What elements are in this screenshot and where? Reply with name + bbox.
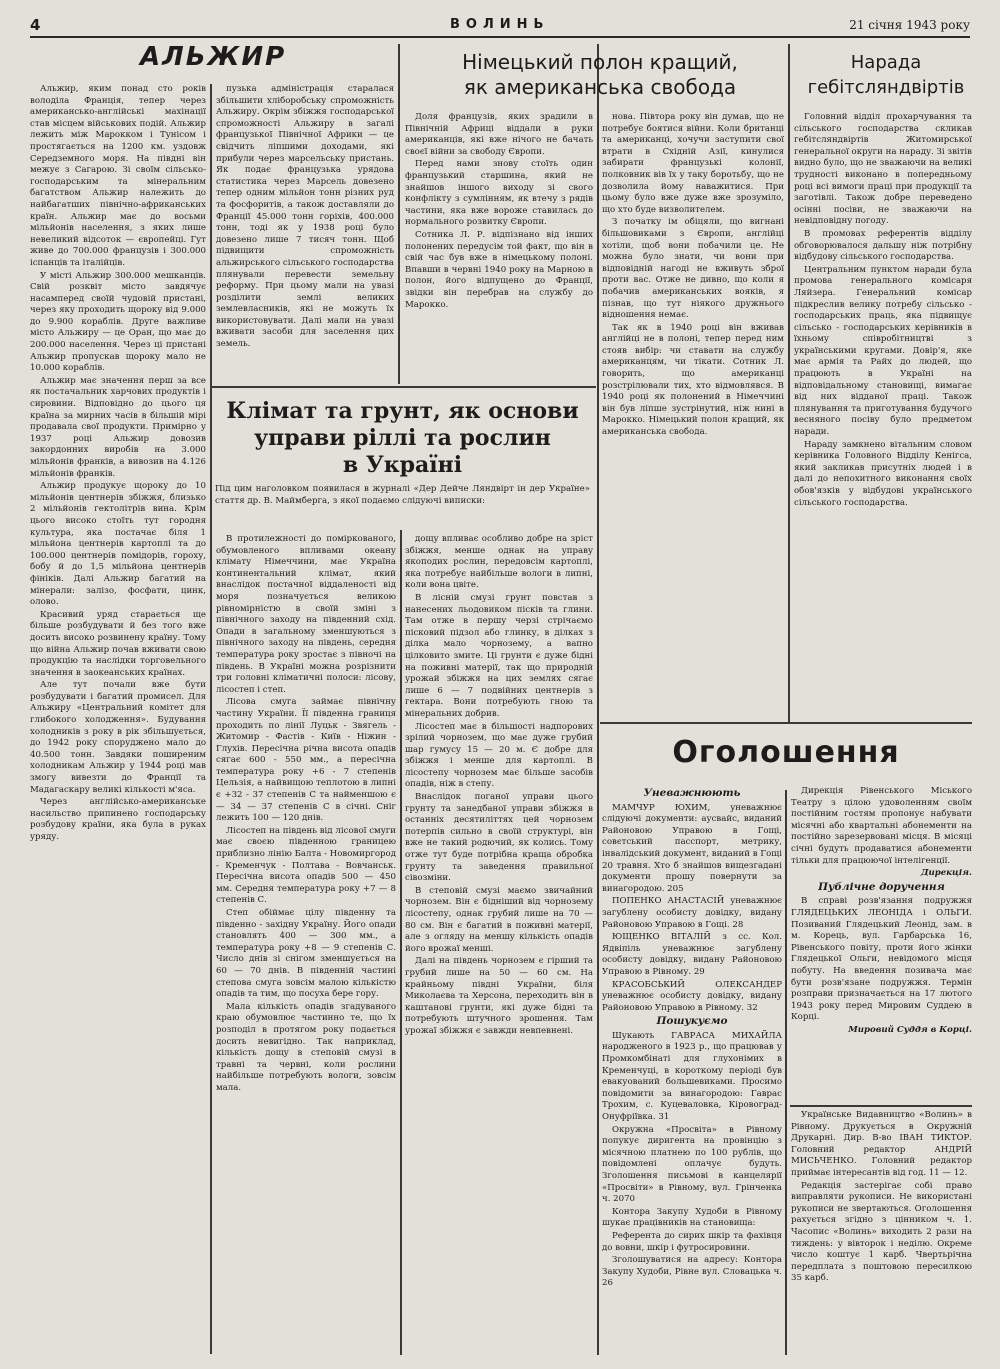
headline-line: в Україні xyxy=(342,452,463,478)
paragraph: В степовій смузі маємо звичайний чорнозем. Він є бідніший від чорнозему лісостепу, однак грубий лише на 70 — 80 см. Він є багатий в поживні матерії, але з огляду на меншу кількість опадів його врожаї менші. xyxy=(405,885,593,954)
publisher-imprint xyxy=(791,1110,972,1354)
paragraph: Внаслідок поганої управи цього грунту та занедбаної управи збіжжя в останніх десятиліттях цей чорнозем потерпів сильно в своїй структурі, він вже не такий родючий, як колись. Тому отже тут буде потрібна краща обробка грунту та заведення правильної сівозміни. xyxy=(405,792,593,884)
notice-item: Зголошуватися на адресу: Контора Закупу Худоби, Рівне вул. Словацька ч. 26 xyxy=(602,1255,782,1289)
paragraph: Редакція застерігає собі право виправляти рукописи. Не використані рукописи не звертаються. Оголошення рахується згідно з цінником ч. 1. Часопис «Волинь» виходить 2 рази на тиждень: у вівторок і неділю. Окреме число коштує 1 карб. Чвертьрічна передплата з поштовою пересилкою 35 карб. xyxy=(791,1180,972,1284)
column-rule xyxy=(210,84,212,1354)
column-rule xyxy=(597,530,599,1355)
court-signature: Мировий Суддя в Корці. xyxy=(848,1024,972,1035)
paragraph: Сотника Л. Р. відпізнано від інших полонених передусім той факт, що він в свій час був вже в німецькому полоні. Впавши в червні 1940 року на Марною в полон, його відпущено до Франції, звідки він перебрав на службу до Марокко. xyxy=(405,229,593,310)
paragraph: Але тут почали вже бути розбудувати і багатий промисел. Для Альжиру «Центральний комітет для глибокого холодження». Будування холодників з року в рік збільшується, до 1942 року споруджено мало до 40.500 тонн. Завдяки поширеним холодникам Альжир у 1944 році мав змогу вивезти до Франції та Мадагаскару великі кількості м'яса. xyxy=(30,680,206,795)
meeting-column xyxy=(794,112,972,718)
theatre-notice: Дирекція Рівенського Міського Театру з цілою удоволенням своїм постійним гостям пропонує набувати місячні або квартальні абонементи на постійно зарезервовані місця. В місяці січні будуть продаватися абонементи тільки для працюючої інтелігенції. xyxy=(791,786,972,866)
notice-item: МАМЧУР ЮХИМ, уневажнює слідуючі документи: аусвайс, виданий Районовою Управою в Гощі, совєтський пасспорт, метрику, інвалідський документ, виданий в Гощі 20 травня. Хто б знайшов вищезгадані документи прошу повернути за винагородою. 205 xyxy=(602,802,782,894)
notice-item: ЮЩЕНКО ВІТАЛІЙ з сс. Кол. Ядвіпіль уневажнює загублену особисту довідку, видану Районовою Управою в Рівному. 29 xyxy=(602,932,782,977)
headline-line: управи ріллі та рослин xyxy=(254,425,551,451)
paragraph: Так як в 1940 році він вживав англійці не в полоні, тепер перед ним стояв вибір: чи ставати на службу американцям, чи тікати. Сотник Л. говорить, що американці розстрілювали тих, хто відмовлявся. В 1940 році як полонений в Німеччині він був ліпше зустрінутий, ніж нині в Марокко. Німецький полон кращий, як американська свобода. xyxy=(602,322,784,438)
headline-line: Клімат та грунт, як основи xyxy=(226,398,579,424)
masthead xyxy=(30,14,970,38)
column-rule xyxy=(785,790,787,1355)
paragraph: В лісній смузі грунт повстав з нанесених льодовиком пісків та глини. Там отже в першу черзі стрічаємо пісковий підзол або глинку, в ділках з ділка мало чорнозему, а вапно цілковито змите. Ці грунти є дуже бідні на поживні матерії, так що природній урожай збіжжя на цих землях сягає лише 6 — 7 подвійних центнерів з гектара. Вони потребують гною та мінеральних добрив. xyxy=(405,592,593,719)
notice-item: Шукають ГАВРАСА МИХАЙЛА народженого в 1923 р., що працював у Промкомбінаті для глухонімих в Кременчуці, в короткому періоді був евакуований большевиками. Просимо повідомити за винагородою: Гаврас Трохим, с. Куцеваловка, Кіровоград-Онуфріївка. 31 xyxy=(602,1030,782,1123)
paragraph: Перед нами знову стоїть один французький старшина, який не знайшов іншого виходу зі свого конфлікту з сумлінням, як втечу з рядів частини, яка вже вороже ставилась до нормального розвитку Європи. xyxy=(405,159,593,228)
newspaper-name: ВОЛИНЬ xyxy=(450,17,550,32)
paragraph: Лісостеп має в більшості надпорових зрілий чорнозем, що має дуже грубий шар гумусу 15 — 20 м. Є добре для збіжжя і менше для картоплі. В лісостепу чорнозем має більше засобів опадів, ніж в степу. xyxy=(405,721,593,790)
notices-headline: Оголошення xyxy=(672,735,900,770)
climate-column-2 xyxy=(405,534,593,1354)
section-rule xyxy=(790,1105,972,1107)
captivity-column-1 xyxy=(405,112,593,382)
paragraph: Нараду замкнено вітальним словом керівника Головного Відділу Кенігса, який закликав присутніх людей і в далі до непохитного виконання своїх обов'язків у відбудові українського сільського господарства. xyxy=(794,439,972,508)
court-heading: Публічне доручення xyxy=(818,880,945,893)
page-number: 4 xyxy=(30,16,41,34)
paragraph: Доля французів, яких зрадили в Північній Африці віддали в руки американців, які вже нічого не бачать своєї війни за свободу Європи. xyxy=(405,112,593,157)
paragraph: нова. Півтора року він думав, що не потребує боятися війни. Коли британці та американці, хочучи заступити свої втрати в Східній Азії, кинулися забирати французькі колонії, полковник вів їх у таку боротьбу, що не дозволила йому наважитися. При цьому було вже дуже вже зрозуміло, що хто буде визволителем. xyxy=(602,112,784,215)
meeting-headline xyxy=(800,50,972,106)
notices-column-2 xyxy=(791,786,972,1102)
court-notice: В справі розв'язання подружжя ГЛЯДЕЦЬКИХ ЛЕОНІДА і ОЛЬГИ. Позиваний Глядецький Леонід, зам. в м. Корець, вул. Гарбарська 16, Рівенського повіту, проти його жінки Глядецької Ольги, невідомого місця побуту. На введення позивача має бути розв'язане подружжя. Термін розправи призначається на 17 лютого 1943 року перед Мировим Суддею в Корці. xyxy=(791,896,972,1023)
notice-item: КРАСОБСЬКИЙ ОЛЕКСАНДЕР уневажнює особисту довідку, видану Районовою Управою в Рівному. 32 xyxy=(602,979,782,1013)
captivity-column-2 xyxy=(602,112,784,718)
paragraph: В промовах референтів відділу обговорювалося дальшу ніж потрібну відбудову сільського господарства. xyxy=(794,228,972,263)
section-rule xyxy=(600,722,972,724)
search-heading: Пошукуємо xyxy=(656,1015,728,1028)
climate-intro: Під цим наголовком появилася в журналі «Дер Дейче Ляндвірт ін дер Україне» стаття др. В. Маймберга, з якої подаємо слідуючі виписки: xyxy=(215,484,590,506)
section-rule xyxy=(212,386,596,388)
paragraph: Головний відділ прохарчування та сільського господарства скликав гебітсляндвіртів Житомирської генеральної округи на нараду. Зі звітів видно було, що не зважаючи на великі трудності виконано в попередньому році всі вимоги праці при продукції та заготівлі. Також добре переведено осінні посіви, не зважаючи на невідповідну погоду. xyxy=(794,112,972,227)
paragraph: Альжир, яким понад сто років володіла Франція, тепер через американсько-англійські махінації став місцем військових подій. Альжир лежить між Марокком і Тунісом і простягається на 1200 км. уздовж Середземного моря. На півдні він межує з Сагарою. Зі своїм сільсько-господарським та мінеральним багатством Альжир належить до найбагатших північно-африканських країн. Альжир має до восьми мільйонів населення, з яких лише невеликий відсоток — європейці. Гут живе до 700.000 французів і 300.000 іспанців та італійців. xyxy=(30,84,206,268)
paragraph: Степ обіймає цілу південну та південно - західну Україну. Його опади становлять 400 — 300 мм., а температура року +8 — 9 степенів С. Число днів зі снігом зменшується на 60 — 70 днів. В південній частині степова смуга зовсім малою кількістю опадів та тим, що посуха бере гору. xyxy=(216,908,396,1000)
climate-column-1 xyxy=(216,534,396,1354)
paragraph: Через англійсько-американське насильство припинено господарську розбудову країни, яка була в руках уряду. xyxy=(30,797,206,842)
column-rule xyxy=(788,44,790,724)
notices-column-1 xyxy=(602,786,782,1354)
paragraph: дощу впливає особливо добре на зріст збіжжя, менше однак на управу якоподих рослин, передовсім картоплі, яка потребує найбільше вологи в липні, коли вона цвіте. xyxy=(405,534,593,591)
paragraph: Мала кількість опадів згадуваного краю обумовлює частинно те, що їх розподіл в протягом року подається досить невигідно. Так наприклад, кількість дощу в степовій смузі в травні та червні, коли рослини найбільше потребують вологи, зовсім мала. xyxy=(216,1001,396,1093)
paragraph: Українське Видавництво «Волинь» в Рівному. Друкується в Окружній Друкарні. Дир. В-во ІВАН ТИКТОР. Головний редактор АНДРІЙ МИСЬЧЕНКО. Головний редактор приймає інтересантів від год. 11 — 12. xyxy=(791,1110,972,1178)
lost-documents-heading: Уневажнюють xyxy=(643,787,741,799)
paragraph: Далі на південь чорнозем є гірший та грубий лише на 50 — 60 см. На крайньому півдні України, біля Миколаєва та Херсона, переходить він в каштанові грунти, які дуже бідні та потребують штучного зрошення. Там урожаї збіжжя є завжди невпевнені. xyxy=(405,956,593,1036)
notice-item: Референта до сирих шкір та фахівця до вовни, шкір і футросировини. xyxy=(602,1230,782,1253)
notice-item: Окружна «Просвіта» в Рівному попукує диригента на провінцію з місячною платнею по 100 рублів, що повідомлені оплачує будуть. Зголошення письмові в канцелярії «Просвіти» в Рівному, вул. Грінченка ч. 2070 xyxy=(602,1124,782,1205)
paragraph: Центральним пунктом наради була промова генерального комісаря Ляйзера. Генеральний комісар підкреслив велику потребу сільсько - господарських праць, яка підвищує сільсько - господарських керівників в їхньому співробітництві з українськими кругами. Довір'я, яке має армія та Райх до людей, що працюють в Україні на відповідальному становищі, вимагає від них відданої праці. Також плянування та приготування будучого весняного посіву було предметом наради. xyxy=(794,264,972,438)
algeria-column-2 xyxy=(216,84,394,382)
climate-headline xyxy=(215,398,590,478)
paragraph: пузька адміністрація старалася збільшити хліборобську спроможність Альжиру. Окрім збіжжя господарської спроможності Альжиру в загалі французької Північної Африки — це свідчить ліпшими доходами, які прибули через марсельську пристань. Як подає французька урядова статистика через Марсель довезено тепер одним мільйон тонн різних руд та фосфоритів, а також доставляли до Франції 45.000 тонн горіхів, 400.000 тонн, тоді як у 1938 році було довезено лише 7 тисяч тонн. Щоб підвищити спроможність альжирського сільського господарства плянували перевести земельну реформу. При цьому мали на увазі розділити землі великих землевласників, які не можуть їх використовувати. Далі мали на увазі вживати засоби для заселення цих земель. xyxy=(216,84,394,350)
column-rule xyxy=(400,530,402,1355)
captivity-headline xyxy=(410,50,790,106)
headline-line: гебітсляндвіртів xyxy=(807,77,965,98)
headline-line: Німецький полон кращий, xyxy=(462,50,738,74)
column-rule xyxy=(398,44,400,384)
notice-item: ПОПЕНКО АНАСТАСІЙ уневажнює загублену особисту довідку, видану Районовою Управою в Гощі. 28 xyxy=(602,896,782,930)
paragraph: Красивий уряд старається ще більше розбудувати й без того вже досить високо розвинену країну. Тому що війна Альжир почав вживати свою продукцію та наслідки торговельного значення в заокеанських країнах. xyxy=(30,609,206,678)
paragraph: Лісостеп на південь від лісової смуги має своєю південною границею приблизно лінію Балта - Новомиргород - Кременчук - Полтава - Вовчанськ. Пересічна висота опадів 500 — 450 мм. Середня температура року +7 — 8 степенів С. xyxy=(216,825,396,906)
headline-line: як американська свобода xyxy=(463,75,737,99)
paragraph: З початку ім обіцяли, що вигнані більшовиками з Європи, англійці хотіли, щоб вони побачили це. Не можна було знати, чи вони при відповідній нагоді не вживуть зброї проти вас. Отже не дивно, що коли я побачив американських вояків, я пізнав, що тут ніякого дружнього відношення немає. xyxy=(602,217,784,321)
notice-item: Контора Закупу Худоби в Рівному шукає працівників на становища: xyxy=(602,1206,782,1229)
theatre-signature: Дирекція. xyxy=(920,868,972,879)
headline-line: Нарада xyxy=(850,52,922,73)
paragraph: У місті Альжир 300.000 мешканців. Свій розквіт місто завдячує насамперед своїй чудовій пристані, через яку проходить щороку від 9.000 до 9.900 кораблів. Друге важливе місто Альжиру — це Оран, що має до 200.000 населення. Через ці пристані Альжир пропускав щороку мало не 10.000 кораблів. xyxy=(30,270,206,374)
paragraph: В протилежності до поміркованого, обумовленого впливами океану клімату Німеччини, має Україна континентальний клімат, який внаслідок постачної віддаленості від моря позначується великою рівномірністю в своїй зміні з північного заходу на південний схід. Опади в загальному зменшуються з північного заходу на південь, середня температура року зростає з півночі на південь. В Україні можна розрізнити три головні кліматичні полоси: лісову, лісостеп і степ. xyxy=(216,534,396,695)
algeria-column-1 xyxy=(30,84,206,1354)
issue-date: 21 січня 1943 року xyxy=(849,18,970,32)
paragraph: Альжир має значення перш за все як постачальник харчових продуктів і сировини. Відповідно до цього ця країна за мирних часів в більшій мірі продавала свої продукти. Примірно у 1937 році Альжир довозив закордонних виробів на 3.000 мільйонів франків, а вивозив на 4.126 мільйонів франків. xyxy=(30,375,206,479)
paragraph: Лісова смуга займає північну частину України. Її південна границя проходить по лінії Луцьк - Звягель - Житомир - Фастів - Київ - Ніжин - Глухів. Пересічна річна висота опадів сягає 600 - 550 мм., а пересічна температура року +6 - 7 степенів Цельзія, а найвищою теплотою в липні є +32 - 37 степенів С та найменшою є — 34 — 37 степенів С в січні. Сніг лежить 100 — 120 днів. xyxy=(216,697,396,824)
paragraph: Альжир продукує щороку до 10 мільйонів центнерів збіжжя, близько 2 мільйонів гектолітрів вина. Крім цього високо стоїть тут городня культура, яка постачає біля 1 мільйона центнерів картоплі та до 100.000 центнерів помідорів, гороху, бобу й до 1,5 мільйона центнерів фініків. Далі Альжир багатий на мінерали: залізо, фосфати, цинк, олово. xyxy=(30,481,206,608)
algeria-headline: АЛЬЖИР xyxy=(140,42,287,72)
